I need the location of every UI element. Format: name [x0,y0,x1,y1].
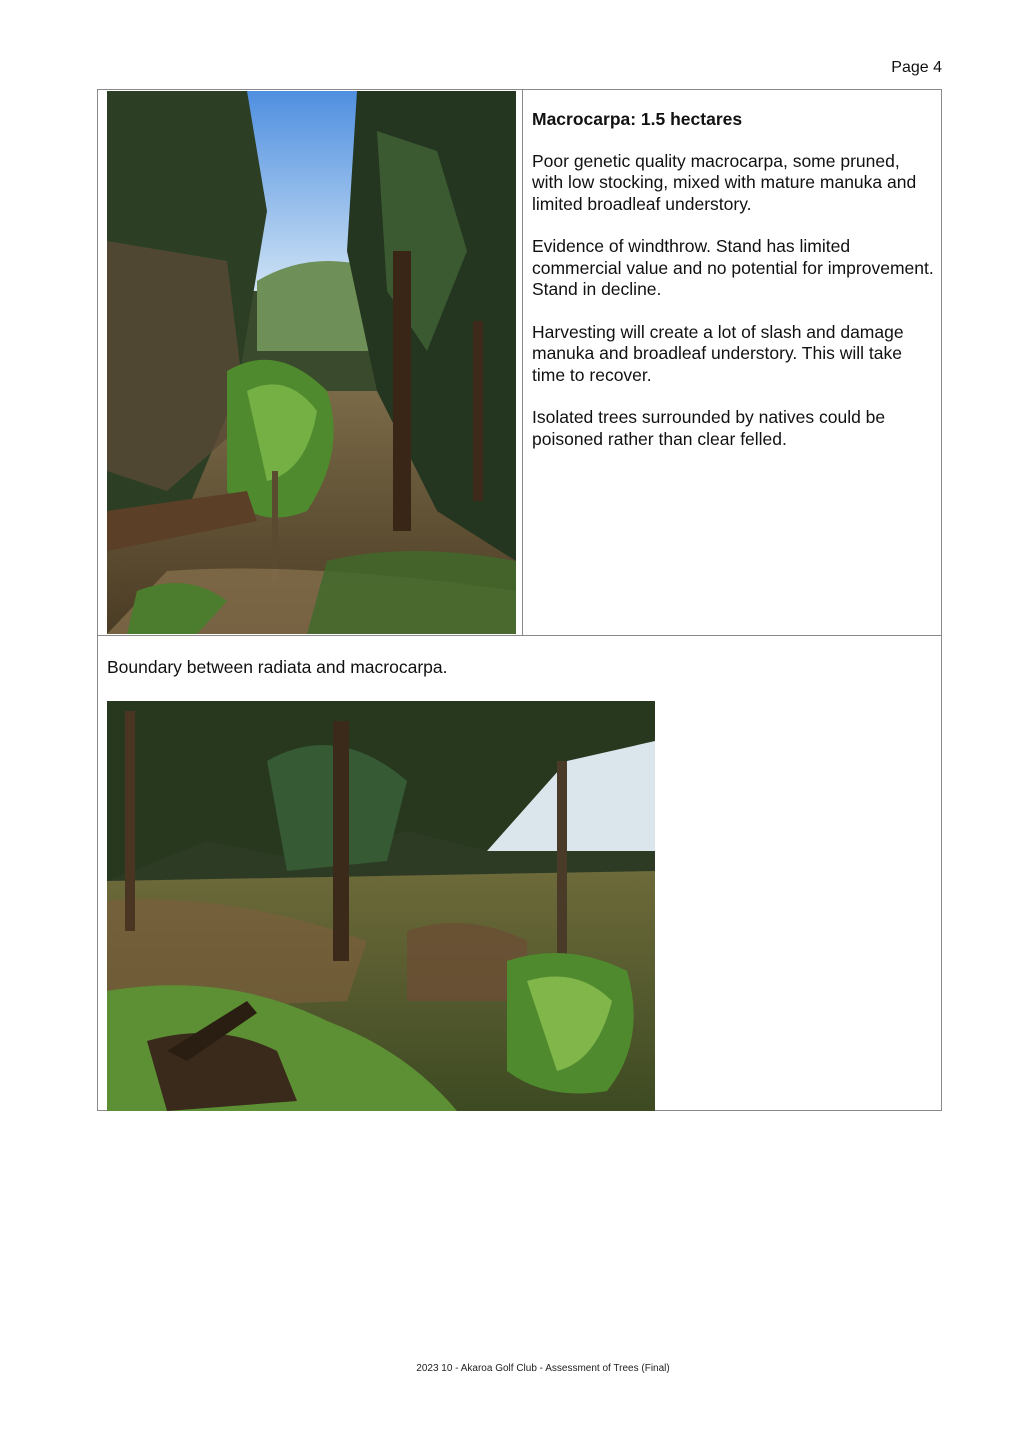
section-title: Macrocarpa: 1.5 hectares [532,109,743,129]
paragraph: Harvesting will create a lot of slash and damage manuka and broadleaf understory. This will take time to recover. [532,321,904,385]
paragraph: Poor genetic quality macrocarpa, some pruned, with low stocking, mixed with mature manuka and limited broadleaf understory. [532,150,917,214]
paragraph: Isolated trees surrounded by natives could be poisoned rather than clear felled. [532,407,886,449]
cell-divider [522,90,523,635]
footer: 2023 10 - Akaroa Golf Club - Assessment of Trees (Final) [416,1363,670,1374]
photo-caption: Boundary between radiata and macrocarpa. [107,657,448,677]
table-row-top [98,90,941,636]
boundary-photo [107,701,655,1111]
content-table [97,89,942,1111]
macrocarpa-stand-photo [107,91,516,634]
description-cell [532,109,934,471]
page-number: Page 4 [891,59,942,76]
paragraph: Evidence of windthrow. Stand has limited commercial value and no potential for improvement. Stand in decline. [532,236,934,299]
